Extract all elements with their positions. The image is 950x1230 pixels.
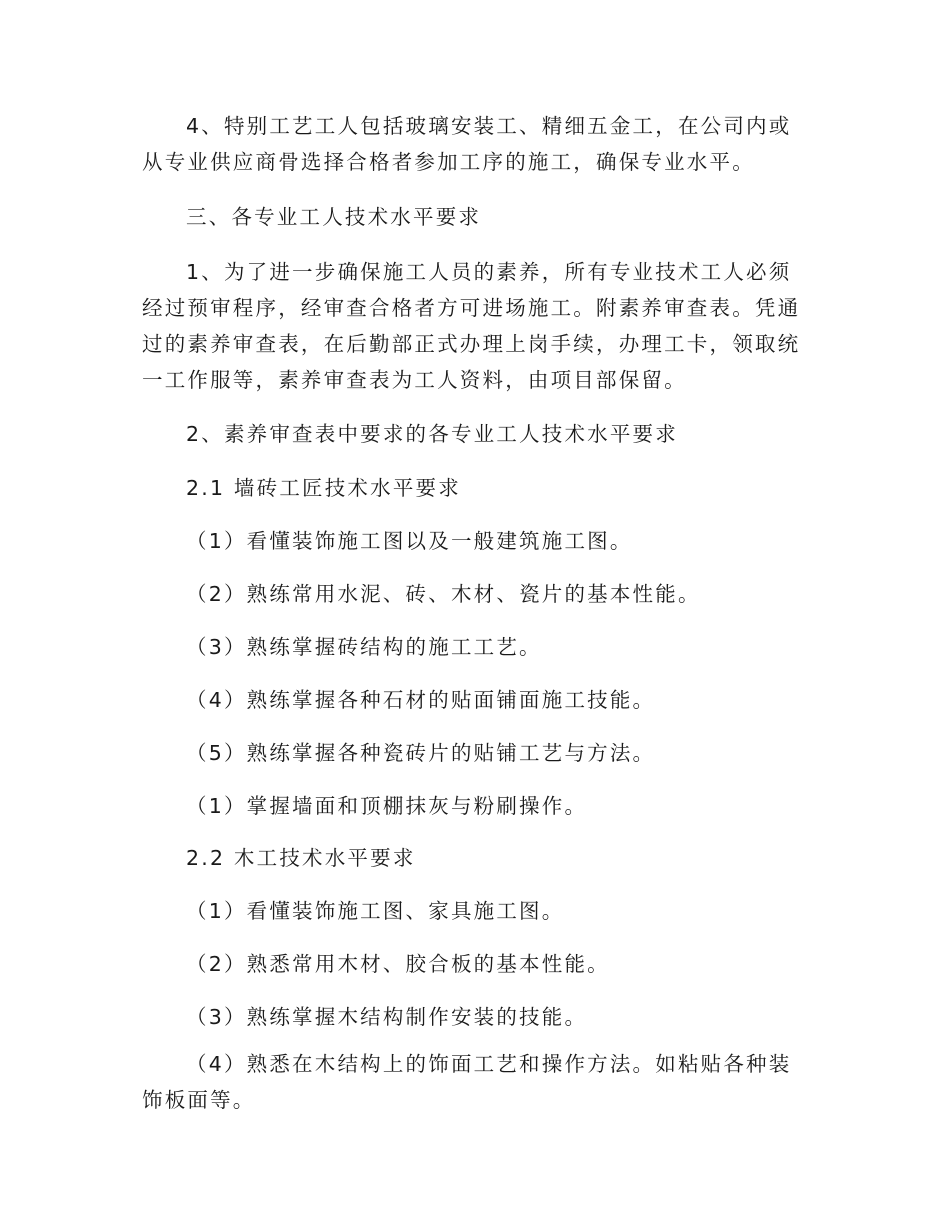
tile-item-5: （5）熟练掌握各种瓷砖片的贴铺工艺与方法。: [186, 741, 656, 765]
subheading-tile-mason: 2.1 墙砖工匠技术水平要求: [186, 476, 461, 500]
subheading-carpenter: 2.2 木工技术水平要求: [186, 846, 416, 870]
section-heading-three: 三、各专业工人技术水平要求: [186, 205, 482, 229]
tile-item-3: （3）熟练掌握砖结构的施工工艺。: [186, 635, 542, 659]
carpenter-item-2: （2）熟悉常用木材、胶合板的基本性能。: [186, 952, 610, 976]
tile-item-4: （4）熟练掌握各种石材的贴面铺面施工技能。: [186, 688, 656, 712]
paragraph-special-workers: 4、特别工艺工人包括玻璃安装工、精细五金工，在公司内或从专业供应商骨选择合格者参加工序的施工，确保专业水平。: [142, 114, 792, 174]
tile-item-6: （1）掌握墙面和顶棚抹灰与粉刷操作。: [186, 794, 588, 818]
tile-item-1: （1）看懂装饰施工图以及一般建筑施工图。: [186, 529, 633, 553]
paragraph-qualification-review: 1、为了进一步确保施工人员的素养，所有专业技术工人必须经过预审程序，经审查合格者方可进场施工。附素养审查表。凭通过的素养审查表，在后勤部正式办理上岗手续，办理工卡，领取统一工作服等，素养审查表为工人资料，由项目部保留。: [142, 260, 801, 392]
carpenter-item-3: （3）熟练掌握木结构制作安装的技能。: [186, 1005, 588, 1029]
carpenter-item-1: （1）看懂装饰施工图、家具施工图。: [186, 899, 565, 923]
tile-item-2: （2）熟练常用水泥、砖、木材、瓷片的基本性能。: [186, 582, 701, 606]
carpenter-item-4: （4）熟悉在木结构上的饰面工艺和操作方法。如粘贴各种装饰板面等。: [142, 1052, 792, 1112]
paragraph-technical-requirements: 2、素养审查表中要求的各专业工人技术水平要求: [186, 422, 678, 446]
